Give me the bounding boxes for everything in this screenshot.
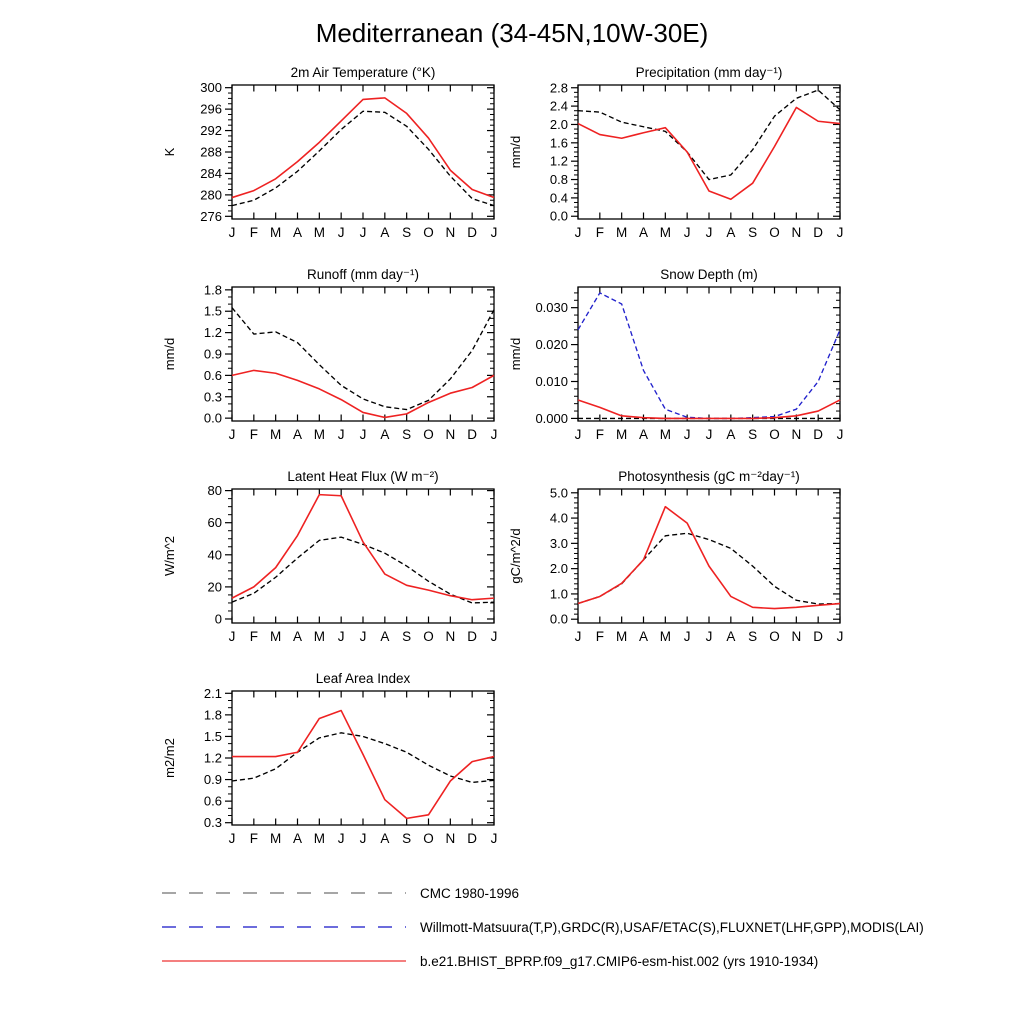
y-tick-label: 60 [207, 515, 222, 531]
x-tick-label: J [490, 427, 498, 442]
x-tick-label: J [228, 225, 236, 240]
x-tick-label: M [616, 427, 628, 442]
x-tick-label: O [423, 831, 434, 846]
x-tick-label: A [292, 831, 303, 846]
chart-2m-air-temperature [154, 61, 514, 257]
x-tick-label: N [791, 427, 802, 442]
y-axis-label: mm/d [162, 337, 177, 371]
y-tick-label: 5.0 [549, 485, 568, 501]
plot-frame [578, 287, 840, 421]
x-tick-label: N [445, 225, 456, 240]
series-line [578, 533, 840, 604]
x-tick-label: A [292, 629, 303, 644]
y-tick-label: 0.0 [549, 611, 568, 627]
y-tick-label: 1.2 [203, 325, 222, 341]
x-tick-label: M [270, 225, 282, 240]
x-tick-label: N [791, 629, 802, 644]
y-tick-label: 80 [207, 483, 222, 499]
legend-entry-obs-products [160, 919, 924, 935]
x-tick-label: J [228, 629, 236, 644]
series-line [232, 733, 494, 783]
x-tick-label: D [467, 629, 478, 644]
x-tick-label: J [574, 427, 582, 442]
y-tick-label: 4.0 [549, 510, 568, 526]
x-tick-label: M [313, 831, 325, 846]
x-tick-label: A [380, 225, 390, 240]
x-tick-label: J [683, 225, 691, 240]
y-tick-label: 280 [200, 187, 222, 203]
x-tick-label: J [359, 831, 367, 846]
y-tick-label: 300 [200, 80, 222, 96]
series-line [232, 370, 494, 417]
x-tick-label: A [638, 225, 649, 240]
y-tick-label: 0.030 [535, 300, 568, 316]
subplot-title: Leaf Area Index [315, 671, 411, 686]
y-tick-label: 0.6 [203, 367, 222, 383]
y-tick-label: 1.5 [203, 303, 222, 319]
x-tick-label: A [726, 225, 736, 240]
x-tick-label: S [402, 629, 412, 644]
y-tick-label: 1.5 [203, 728, 222, 744]
plot-frame [232, 691, 494, 825]
x-tick-label: D [467, 831, 478, 846]
series-line [578, 107, 840, 199]
main-title: Mediterranean (34-45N,10W-30E) [315, 18, 709, 48]
x-tick-label: J [359, 225, 367, 240]
x-tick-label: J [705, 629, 713, 644]
y-tick-label: 0.0 [549, 208, 568, 224]
subplot-title: Photosynthesis (gC m⁻²day⁻¹) [618, 469, 800, 484]
plot-frame [232, 489, 494, 623]
x-tick-label: J [490, 629, 498, 644]
y-tick-label: 0.0 [203, 410, 222, 426]
x-tick-label: F [595, 225, 604, 240]
x-tick-label: N [445, 427, 456, 442]
x-tick-label: F [249, 831, 258, 846]
x-tick-label: M [313, 427, 325, 442]
x-tick-label: J [836, 427, 844, 442]
y-tick-label: 288 [200, 144, 222, 160]
x-tick-label: N [791, 225, 802, 240]
x-tick-label: F [249, 225, 258, 240]
x-tick-label: J [359, 629, 367, 644]
series-line [578, 507, 840, 609]
y-tick-label: 0.9 [203, 346, 222, 362]
y-tick-label: 0.020 [535, 337, 568, 353]
plot-frame [232, 287, 494, 421]
y-axis-label: m2/m2 [162, 738, 177, 778]
x-tick-label: J [705, 225, 713, 240]
y-axis-label: mm/d [508, 135, 523, 169]
y-tick-label: 20 [207, 579, 222, 595]
y-tick-label: 3.0 [549, 535, 568, 551]
y-tick-label: 0.010 [535, 374, 568, 390]
x-tick-label: D [813, 427, 824, 442]
x-tick-label: A [380, 831, 390, 846]
x-tick-label: F [595, 629, 604, 644]
y-tick-label: 296 [200, 101, 222, 117]
x-tick-label: J [359, 427, 367, 442]
x-tick-label: J [228, 831, 236, 846]
y-tick-label: 292 [200, 123, 222, 139]
x-tick-label: O [769, 629, 780, 644]
x-tick-label: O [423, 629, 434, 644]
x-tick-label: A [292, 427, 303, 442]
x-tick-label: D [813, 629, 824, 644]
y-axis-label: W/m^2 [162, 535, 177, 577]
chart-runoff [154, 263, 514, 459]
x-tick-label: J [337, 427, 345, 442]
legend-line-red-solid [160, 955, 408, 967]
y-tick-label: 284 [200, 165, 222, 181]
y-tick-label: 2.0 [549, 116, 568, 132]
x-tick-label: J [228, 427, 236, 442]
x-tick-label: M [659, 427, 671, 442]
subplot-title: Precipitation (mm day⁻¹) [635, 65, 783, 80]
x-tick-label: J [574, 225, 582, 240]
y-tick-label: 1.2 [549, 153, 568, 169]
x-tick-label: M [270, 427, 282, 442]
y-tick-label: 1.6 [549, 135, 568, 151]
legend-entry-cmc [160, 885, 519, 901]
x-tick-label: J [337, 831, 345, 846]
chart-precipitation [500, 61, 860, 257]
subplot-title: Snow Depth (m) [660, 267, 758, 282]
y-tick-label: 1.0 [549, 586, 568, 602]
x-tick-label: S [402, 225, 412, 240]
y-tick-label: 40 [207, 547, 222, 563]
y-tick-label: 2.4 [549, 98, 568, 114]
y-axis-label: gC/m^2/d [508, 528, 523, 584]
x-tick-label: A [380, 629, 390, 644]
y-tick-label: 0.3 [203, 815, 222, 831]
x-tick-label: J [490, 225, 498, 240]
y-tick-label: 0 [214, 611, 222, 627]
x-tick-label: F [595, 427, 604, 442]
y-axis-label: mm/d [508, 337, 523, 371]
x-tick-label: S [402, 427, 412, 442]
x-tick-label: M [270, 629, 282, 644]
y-tick-label: 1.2 [203, 750, 222, 766]
x-tick-label: A [638, 427, 649, 442]
plot-frame [578, 85, 840, 219]
y-tick-label: 0.000 [535, 410, 568, 426]
series-line [232, 495, 494, 600]
legend-line-blue-dashed [160, 921, 408, 933]
x-tick-label: O [423, 427, 434, 442]
x-tick-label: J [705, 427, 713, 442]
x-tick-label: A [638, 629, 649, 644]
x-tick-label: J [337, 629, 345, 644]
y-tick-label: 1.8 [203, 707, 222, 723]
chart-latent-heat-flux [154, 465, 514, 661]
x-tick-label: S [402, 831, 412, 846]
plot-frame [232, 85, 494, 219]
y-tick-label: 1.8 [203, 282, 222, 298]
y-tick-label: 2.0 [549, 561, 568, 577]
x-tick-label: D [813, 225, 824, 240]
x-tick-label: O [423, 225, 434, 240]
y-tick-label: 0.9 [203, 772, 222, 788]
x-tick-label: J [574, 629, 582, 644]
chart-leaf-area-index [154, 667, 514, 863]
x-tick-label: F [249, 629, 258, 644]
x-tick-label: O [769, 427, 780, 442]
legend-label: Willmott-Matsuura(T,P),GRDC(R),USAF/ETAC(S),FLUXNET(LHF,GPP),MODIS(LAI) [420, 919, 924, 935]
x-tick-label: A [726, 629, 736, 644]
x-tick-label: M [313, 629, 325, 644]
y-tick-label: 0.3 [203, 389, 222, 405]
x-tick-label: J [836, 629, 844, 644]
subplot-title: 2m Air Temperature (°K) [290, 65, 436, 80]
x-tick-label: J [836, 225, 844, 240]
legend-entry-model-run [160, 953, 818, 969]
x-tick-label: D [467, 427, 478, 442]
x-tick-label: F [249, 427, 258, 442]
series-line [578, 90, 840, 179]
series-line [232, 537, 494, 603]
x-tick-label: J [683, 427, 691, 442]
x-tick-label: M [659, 225, 671, 240]
x-tick-label: A [380, 427, 390, 442]
y-tick-label: 0.8 [549, 172, 568, 188]
y-tick-label: 2.1 [203, 685, 222, 701]
y-axis-label: K [162, 147, 177, 157]
legend-label: b.e21.BHIST_BPRP.f09_g17.CMIP6-esm-hist.002 (yrs 1910-1934) [420, 953, 819, 969]
x-tick-label: M [270, 831, 282, 846]
x-tick-label: S [748, 225, 758, 240]
series-line [578, 293, 840, 419]
plot-frame [578, 489, 840, 623]
x-tick-label: J [490, 831, 498, 846]
legend-label: CMC 1980-1996 [420, 885, 520, 901]
x-tick-label: N [445, 831, 456, 846]
chart-snow-depth [500, 263, 860, 459]
x-tick-label: O [769, 225, 780, 240]
x-tick-label: M [659, 629, 671, 644]
x-tick-label: J [683, 629, 691, 644]
series-line [232, 711, 494, 819]
y-tick-label: 0.4 [549, 190, 568, 206]
x-tick-label: A [292, 225, 303, 240]
subplot-title: Runoff (mm day⁻¹) [307, 267, 419, 282]
x-tick-label: S [748, 629, 758, 644]
x-tick-label: S [748, 427, 758, 442]
subplot-title: Latent Heat Flux (W m⁻²) [287, 469, 439, 484]
y-tick-label: 0.6 [203, 793, 222, 809]
x-tick-label: A [726, 427, 736, 442]
series-line [232, 98, 494, 198]
series-line [232, 111, 494, 205]
y-tick-label: 276 [200, 208, 222, 224]
series-line [232, 308, 494, 410]
x-tick-label: M [313, 225, 325, 240]
x-tick-label: J [337, 225, 345, 240]
y-tick-label: 2.8 [549, 80, 568, 96]
x-tick-label: M [616, 629, 628, 644]
x-tick-label: M [616, 225, 628, 240]
chart-photosynthesis [500, 465, 860, 661]
legend-line-black-dashed [160, 887, 408, 899]
x-tick-label: N [445, 629, 456, 644]
x-tick-label: D [467, 225, 478, 240]
